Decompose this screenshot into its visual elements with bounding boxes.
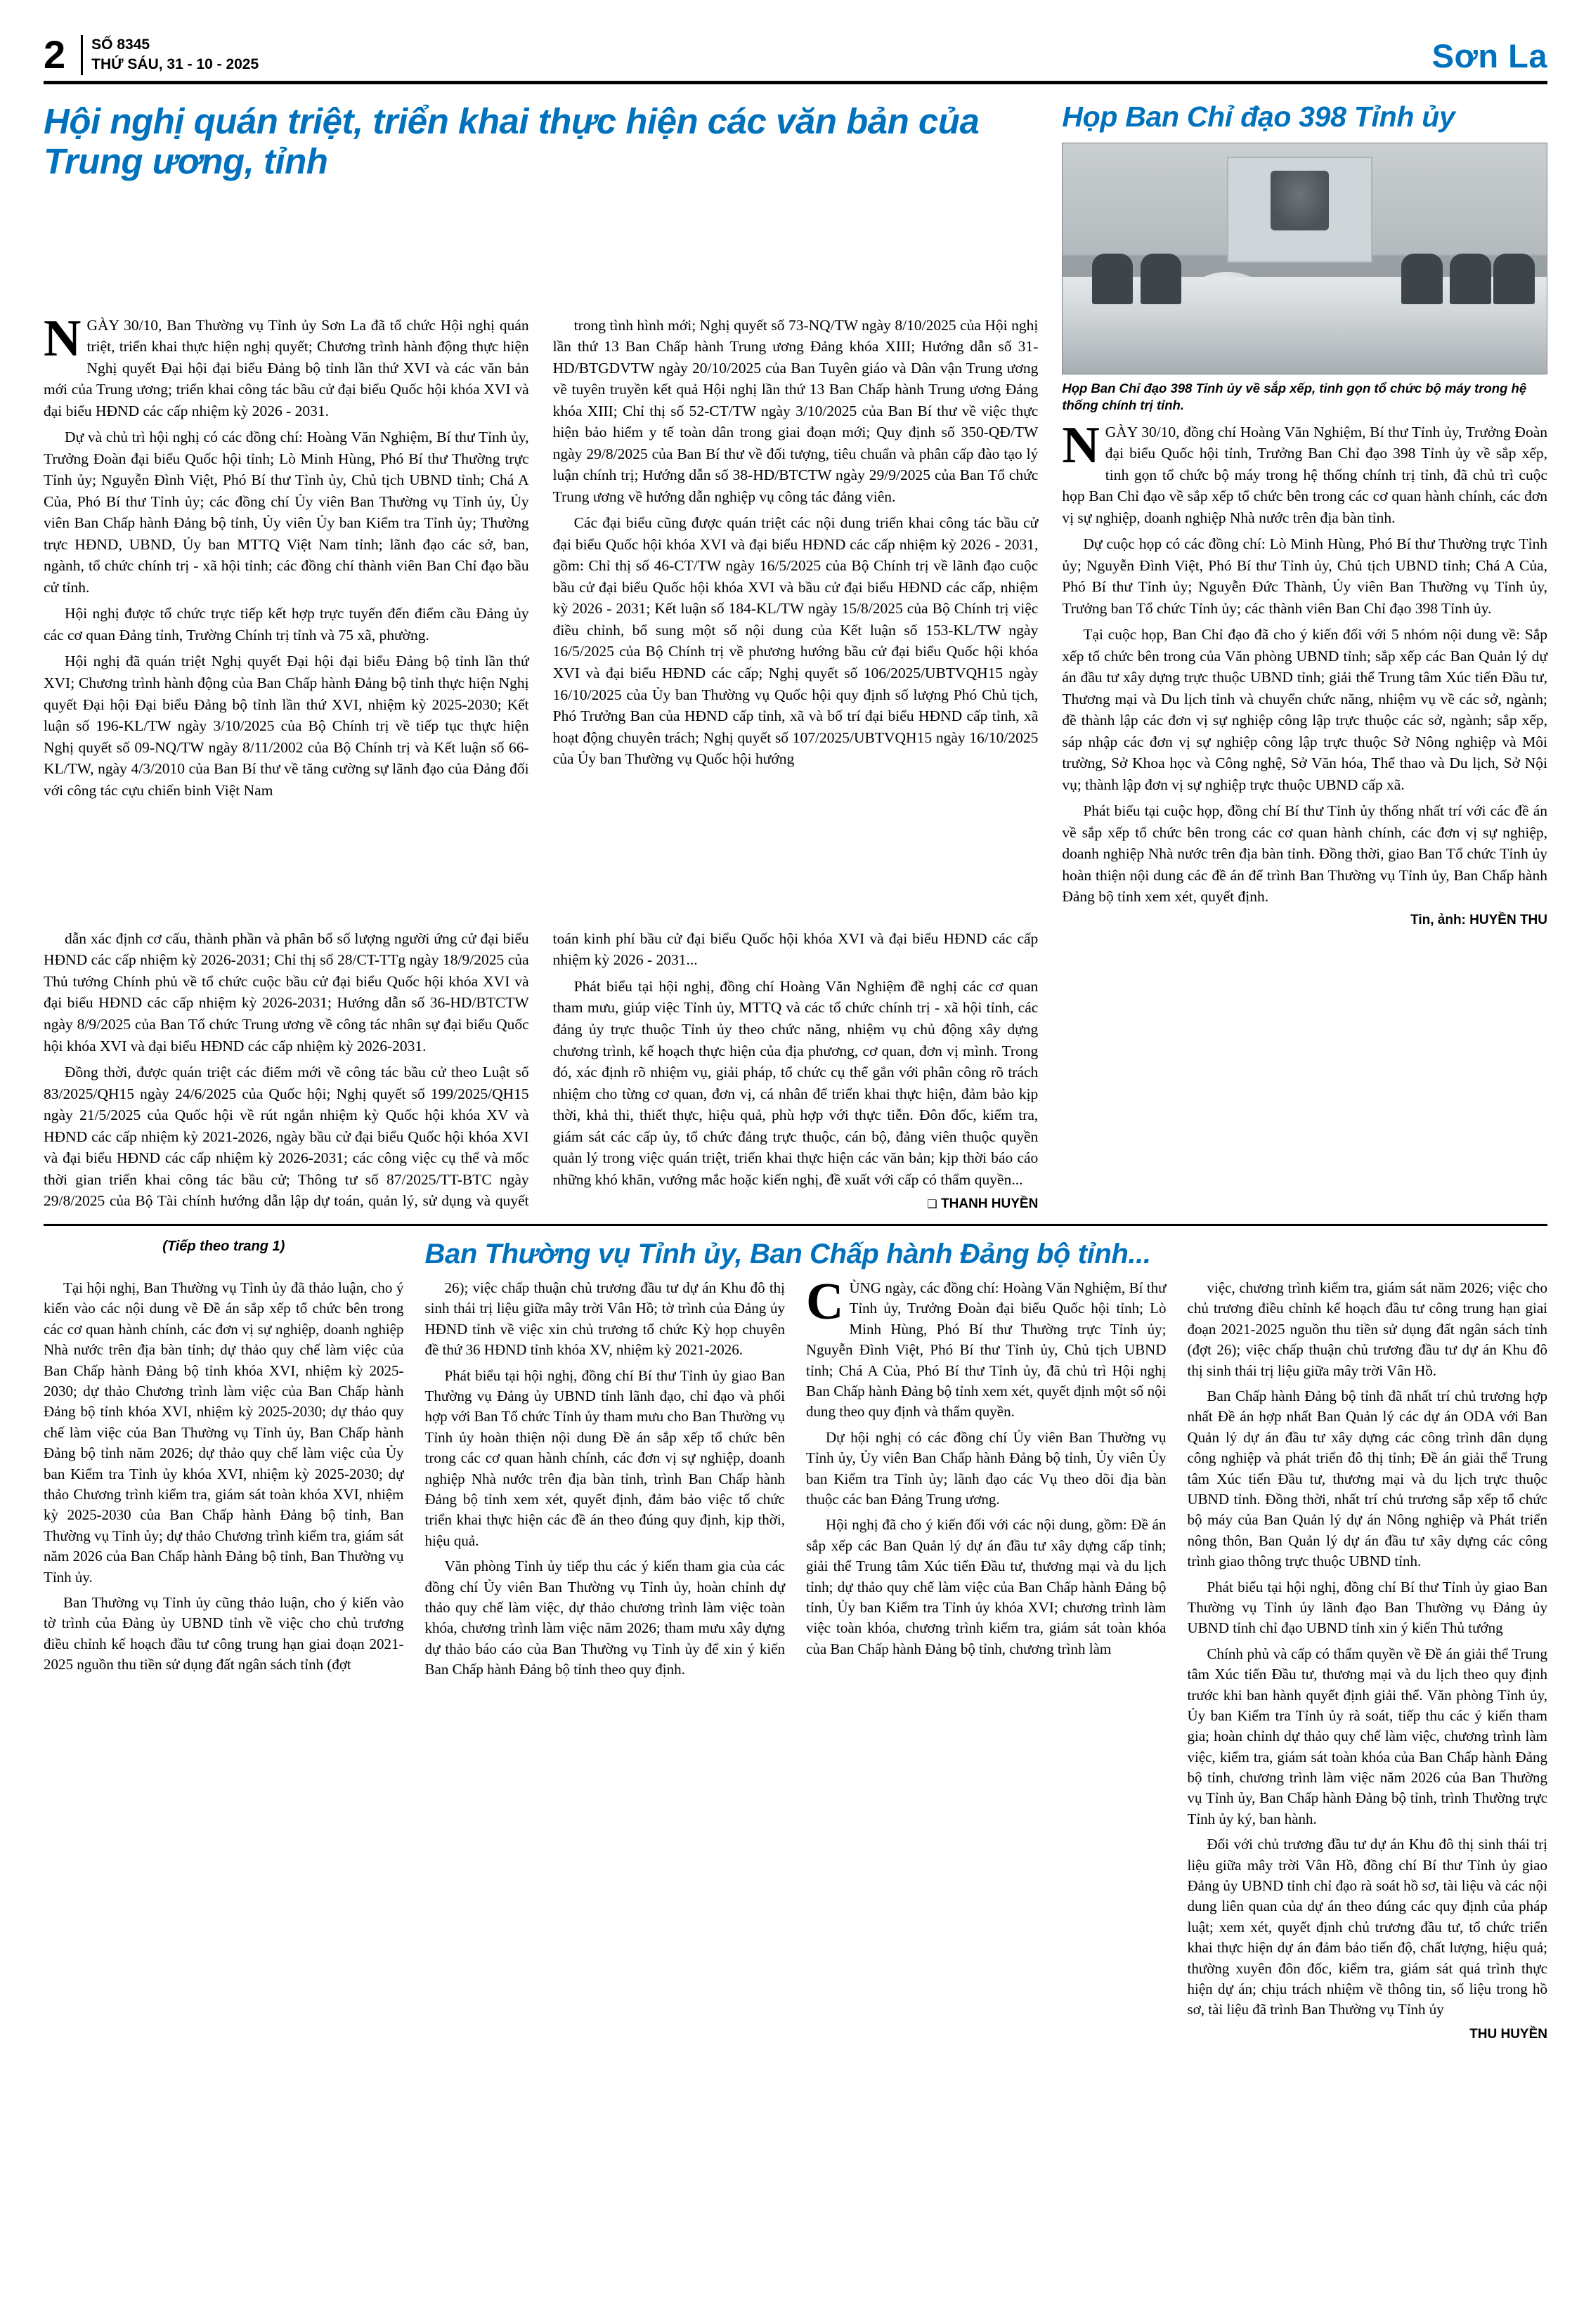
continuation-label-cell xyxy=(44,1239,404,1278)
issue-number: SỐ 8345 xyxy=(91,37,150,53)
photo-caption: Họp Ban Chỉ đạo 398 Tỉnh ủy về sắp xếp, tinh gọn tổ chức bộ máy trong hệ thống chính trị tỉnh. xyxy=(1062,380,1527,413)
paragraph: Phát biểu tại hội nghị, đồng chí Bí thư Tỉnh ủy giao Ban Thường vụ Tỉnh ủy lãnh đạo Ban Thường vụ Đảng ủy UBND tỉnh chỉ đạo UBND tỉnh xin ý kiến Thủ tướng xyxy=(1187,1578,1547,1637)
page-number: 2 xyxy=(44,32,66,77)
paragraph: 26); việc chấp thuận chủ trương đầu tư dự án Khu đô thị sinh thái trị liệu giữa mây trời Vân Hồ; tờ trình của Đảng ủy HĐND tỉnh về việc xin chủ trương tổ chức Kỳ họp chuyên đề thứ 36 HĐND tỉnh khóa XV, nhiệm kỳ 2021-2026. xyxy=(424,1279,785,1359)
paragraph: việc, chương trình kiểm tra, giám sát năm 2026; việc cho chủ trương điều chỉnh kế hoạch đầu tư công trung hạn giai đoạn 2021-2025 nguồn thu tiền sử dụng đất ngân sách tỉnh (đợt 26); việc chấp thuận chủ trương đầu tư dự án Khu đô thị sinh thái trị liệu giữa mây trời Vân Hồ. xyxy=(1187,1279,1547,1379)
paragraph: Chính phủ và cấp có thẩm quyền về Đề án giải thể Trung tâm Xúc tiến Đầu tư, thương mại và du lịch theo quy định trước khi ban hành quyết định giải thể. Văn phòng Tỉnh ủy, Ủy ban Kiểm tra Tỉnh ủy rà soát, tiếp thu các ý kiến tham gia; hoàn chỉnh dự thảo quy chế làm việc, chương trình làm việc, kiểm tra, giám sát toàn khóa của Ban Chấp hành Đảng bộ tỉnh, chương trình làm việc năm 2026 của Ban Thường vụ Tỉnh ủy, Ban Chấp hành Đảng bộ tỉnh, trình Thường trực Tỉnh ủy ký, ban hành. xyxy=(1187,1645,1547,1827)
bottom-headline: Ban Thường vụ Tỉnh ủy, Ban Chấp hành Đảng bộ tỉnh... xyxy=(424,1239,1151,1270)
paragraph: Ban Chấp hành Đảng bộ tỉnh đã nhất trí chủ trương hợp nhất Đề án hợp nhất Ban Quản lý các dự án ODA với Ban Quản lý dự án đầu tư xây dựng các công trình dân dụng công nghiệp và phát triển đô thị tỉnh; Đề án giải thể Trung tâm Xúc tiến Đầu tư, thương mại và du lịch trực thuộc UBND tỉnh. Đồng thời, nhất trí chủ trương sắp xếp tổ chức bộ máy của Ban Quản lý dự án Nông nghiệp và Phát triển nông thôn, Ban Quản lý dự án đầu tư xây dựng các công trình giao thông trực thuộc UBND tỉnh. xyxy=(1187,1388,1547,1570)
paragraph: CÙNG ngày, các đồng chí: Hoàng Văn Nghiệm, Bí thư Tỉnh ủy, Trưởng Đoàn đại biểu Quốc hội tỉnh; Lò Minh Hùng, Phó Bí thư Thường trực Tỉnh ủy; Nguyễn Đình Việt, Phó Bí thư Tỉnh ủy, Chủ tịch UBND tỉnh; Chá A Của, Phó Bí thư Tỉnh ủy, đã chủ trì Hội nghị Ban Chấp hành Đảng bộ tỉnh xem xét, quyết định một số nội dung theo quy định và thẩm quyền. xyxy=(806,1273,1167,1421)
paragraph: Dự hội nghị có các đồng chí Ủy viên Ban Thường vụ Tỉnh ủy, Ủy viên Ban Chấp hành Đảng bộ tỉnh, Ủy viên Ủy ban Kiểm tra Tỉnh ủy; lãnh đạo các Vụ theo dõi địa bàn thuộc các ban Đảng Trung ương. xyxy=(806,1428,1167,1508)
bottom-byline: THU HUYỀN xyxy=(1469,2026,1547,2042)
paragraph: trong tình hình mới; Nghị quyết số 73-NQ/TW ngày 8/10/2025 của Hội nghị lần thứ 13 Ban Chấp hành Trung ương Đảng khóa XIII; Hướng dẫn số 31-HD/BTGDVTW ngày 20/10/2025 của Ban Tuyên giáo và Dân vận Trung ương về tuyên truyền kết quả Hội nghị lần thứ 13 Ban Chấp hành Trung ương Đảng khóa XIII; Chỉ thị số 52-CT/TW ngày 3/10/2025 của Ban Bí thư về việc thực hiện bảo hiểm y tế toàn dân trong giai đoạn mới; Quy định số 350-QĐ/TW ngày 29/8/2025 của Ban Bí thư về đối tượng, tiêu chuẩn và phân cấp đào tạo lý luận chính trị; Hướng dẫn số 38-HD/BTCTW ngày 29/9/2025 của Ban Tổ chức Trung ương về hướng dẫn nghiệp vụ công tác đảng viên. xyxy=(552,316,1039,505)
paragraph: Tại cuộc họp, Ban Chỉ đạo đã cho ý kiến đối với 5 nhóm nội dung về: Sắp xếp tổ chức bên trong của Văn phòng UBND tỉnh; sắp xếp các Ban Quản lý dự án đầu tư xây dựng trực thuộc UBND tỉnh; giải thể Trung tâm Xúc tiến Đầu tư, Thương mại và Du lịch tỉnh và chuyển chức năng, nhiệm vụ về các sở, ngành; đề thành lập các đơn vị sự nghiệp công lập trực thuộc các sở, ngành; sắp xếp, sáp nhập các đơn vị sự nghiệp công lập trực thuộc Sở Nông nghiệp và Môi trường, Sở Khoa học và Công nghệ, Sở Văn hóa, Thể thao và Du lịch, Sở Nội vụ; thành lập đơn vị sự nghiệp trực thuộc UBND cấp xã. xyxy=(1062,626,1547,793)
bottom-column-1 xyxy=(44,1278,404,2044)
paragraph: Phát biểu tại hội nghị, đồng chí Hoàng Văn Nghiệm đề nghị các cơ quan tham mưu, giúp việc Tỉnh ủy, MTTQ và các tổ chức chính trị - xã hội tỉnh, các đảng ủy trực thuộc Tỉnh ủy theo chức năng, nhiệm vụ chủ động xây dựng chương trình, kế hoạch thực hiện của địa phương, cơ quan, đơn vị mình. Trong đó, xác định rõ nhiệm vụ, giải pháp, tổ chức cụ thể gắn với phân công rõ trách nhiệm cho từng cơ quan, đơn vị, cá nhân để triển khai thực hiện, đảm bảo kịp thời, khả thi, thiết thực, hiệu quả, phù hợp với thực tiễn. Đôn đốc, kiểm tra, giám sát các cấp ủy, tổ chức đảng trực thuộc, cán bộ, đảng viên thuộc quyền quản lý trong việc quán triệt, triển khai thực hiện các văn bản; kịp thời báo cáo những khó khăn, vướng mắc hoặc kiến nghị, đề xuất với cấp có thẩm quyền... xyxy=(552,977,1039,1188)
bottom-column-2 xyxy=(425,1278,786,2044)
issue-info xyxy=(81,35,259,75)
paragraph: Ban Thường vụ Tỉnh ủy cũng thảo luận, cho ý kiến vào tờ trình của Đảng ủy UBND tỉnh về việc cho chủ trương điều chỉnh kế hoạch đầu tư công trung hạn giai đoạn 2021-2025 nguồn thu tiền sử dụng đất ngân sách tỉnh (đợt xyxy=(44,1593,404,1673)
bottom-column-3 xyxy=(806,1273,1167,2044)
paragraph: Tại hội nghị, Ban Thường vụ Tỉnh ủy đã thảo luận, cho ý kiến vào các nội dung về Đề án sắp xếp tổ chức bên trong các cơ quan hành chính, các đơn vị sự nghiệp, doanh nghiệp Nhà nước trên địa bàn tỉnh; dự thảo quy chế làm việc của Ban Chấp hành Đảng bộ tỉnh khóa XVI, nhiệm kỳ 2025-2030; dự thảo Chương trình làm việc của Ban Chấp hành Đảng bộ tỉnh khóa XVI, nhiệm kỳ 2025-2030; dự thảo quy chế làm việc của Ban Thường vụ Tỉnh ủy, Ban Chấp hành Đảng bộ tỉnh năm 2026; dự thảo quy chế làm việc của Ủy ban Kiểm tra Tỉnh ủy khóa XVI, nhiệm kỳ 2025-2030; dự thảo Chương trình kiểm tra, giám sát toàn khóa XVI, nhiệm kỳ 2025-2030 của Ban Chấp hành Đảng bộ tỉnh, Ban Thường vụ Tỉnh ủy; dự thảo Chương trình kiểm tra, giám sát năm 2026 của Ban Chấp hành Đảng bộ tỉnh, Ban Thường vụ Tỉnh ủy. xyxy=(44,1279,404,1586)
paragraph: Hội nghị đã quán triệt Nghị quyết Đại hội đại biểu Đảng bộ tỉnh lần thứ XVI; Chương trình hành động của Ban Chấp hành Đảng bộ tỉnh thực hiện Nghị quyết Đại hội Đại biểu Đảng bộ tỉnh lần thứ XVI, nhiệm kỳ 2025-2030; Kết luận số 196-KL/TW ngày 3/10/2025 của Bộ Chính trị về tiếp tục thực hiện Nghị quyết số 09-NQ/TW ngày 8/11/2002 của Bộ Chính trị và Kết luận số 66-KL/TW, ngày 4/3/2010 của Ban Bí thư về tăng cường sự lãnh đạo của Đảng đối với công tác cựu chiến binh Việt Nam xyxy=(44,653,529,799)
paper-name: Sơn La xyxy=(1431,37,1547,74)
paragraph: NGÀY 30/10, đồng chí Hoàng Văn Nghiệm, Bí thư Tỉnh ủy, Trưởng Đoàn đại biểu Quốc hội tỉnh, Trưởng Ban Chỉ đạo 398 Tỉnh ủy về sắp xếp, tinh gọn tổ chức bộ máy trong hệ thống chính trị tỉnh, đã chủ trì cuộc họp Ban Chỉ đạo về sắp xếp tổ chức bên trong các cơ quan hành chính, các đơn vị sự nghiệp, doanh nghiệp Nhà nước trên địa bàn tỉnh. xyxy=(1062,416,1547,526)
paragraph: Hội nghị đã cho ý kiến đối với các nội dung, gồm: Đề án sắp xếp các Ban Quản lý dự án đầu tư xây dựng cấp tỉnh; giải thể Trung tâm Xúc tiến Đầu tư, thương mại và du lịch tỉnh; dự thảo quy chế làm việc của Ban Chấp hành Đảng bộ tỉnh, Ủy ban Kiểm tra Tỉnh ủy khóa XVI; chương trình làm việc toàn khóa, chương trình kiểm tra, giám sát toàn khóa của Ban Chấp hành Đảng bộ tỉnh, chương trình làm xyxy=(806,1516,1167,1657)
paragraph: dẫn xác định cơ cấu, thành phần và phân bổ số lượng người ứng cử đại biểu HĐND các cấp nhiệm kỳ 2026-2031; Chỉ thị số 28/CT-TTg ngày 18/9/2025 của Thủ tướng Chính phủ về tổ chức cuộc bầu cử đại biểu Quốc hội khóa XVI và đại biểu HĐND các cấp nhiệm kỳ 2026-2031; Hướng dẫn số 36-HD/BTCTW ngày 8/9/2025 của Ban Tổ chức Trung ương về công tác nhân sự đại biểu Quốc hội khóa XVI và đại biểu HĐND các cấp nhiệm kỳ 2026-2031. xyxy=(44,929,529,1055)
right-headline: Họp Ban Chỉ đạo 398 Tỉnh ủy xyxy=(1062,100,1455,133)
paragraph: NGÀY 30/10, Ban Thường vụ Tỉnh ủy Sơn La đã tổ chức Hội nghị quán triệt, triển khai thực hiện nghị quyết; Chương trình hành động thực hiện Nghị quyết Đại hội đại biểu Đảng bộ tỉnh lần thứ XVI và các văn bản mới của Trung ương; triển khai công tác bầu cử đại biểu Quốc hội khóa XVI và đại biểu HĐND các cấp nhiệm kỳ 2026 - 2031. xyxy=(44,309,529,419)
paragraph: Các đại biểu cũng được quán triệt các nội dung triển khai công tác bầu cử đại biểu Quốc hội khóa XVI và đại biểu HĐND các cấp nhiệm kỳ 2026 - 2031, gồm: Chỉ thị số 46-CT/TW ngày 16/5/2025 của Bộ Chính trị về lãnh đạo cuộc bầu cử đại biểu Quốc hội khóa XVI và bầu cử đại biểu HĐND các cấp, nhiệm kỳ 2026 - 2031; Kết luận số 184-KL/TW ngày 15/8/2025 của Bộ Chính trị việc điều chỉnh, bổ sung một số nội dung của Kết luận số 153-KL/TW ngày 16/5/2025 của Bộ Chính trị về phương hướng bầu cử đại biểu Quốc hội khóa XVI và đại biểu HĐND các cấp; Nghị quyết số 106/2025/UBTVQH15 ngày 16/10/2025 của Ủy ban Thường vụ Quốc hội quy định số lượng Phó Chủ tịch, Phó Trưởng Ban của HĐND cấp tỉnh, xã và bố trí đại biểu HĐND cấp tỉnh, xã hoạt động chuyên trách; Nghị quyết số 107/2025/UBTVQH15 ngày 16/10/2025 của Ủy ban Thường vụ Quốc hội hướng xyxy=(552,514,1039,768)
issue-date: THỨ SÁU, 31 - 10 - 2025 xyxy=(91,56,259,73)
paragraph: Phát biểu tại cuộc họp, đồng chí Bí thư Tỉnh ủy thống nhất trí với các đề án về sắp xếp tổ chức bên trong các cơ quan hành chính, các đơn vị sự nghiệp, doanh nghiệp Nhà nước trên địa bàn tỉnh. Đồng thời, giao Ban Tổ chức Tỉnh ủy hoàn thiện nội dung các đề án để trình Ban Thường vụ Tỉnh ủy, Ban Chấp hành Đảng bộ tỉnh xem xét, quyết định. xyxy=(1062,802,1547,906)
main-headline: Hội nghị quán triệt, triển khai thực hiện các văn bản của Trung ương, tỉnh xyxy=(44,100,980,181)
paragraph: Đối với chủ trương đầu tư dự án Khu đô thị sinh thái trị liệu giữa mây trời Vân Hồ, đồng chí Bí thư Tỉnh ủy giao Đảng ủy UBND tỉnh chỉ đạo rà soát hồ sơ, tài liệu và các nội dung liên quan của dự án theo đúng các quy định của pháp luật; xem xét, quyết định chủ trương đầu tư, tổ chức triển khai thực hiện dự án đảm bảo tiến độ, chất lượng, hiệu quả; thường xuyên đôn đốc, kiểm tra, giám sát quá trình thực hiện dự án; chịu trách nhiệm về thông tin, số liệu trong hồ sơ, tài liệu đã trình Ban Thường vụ Tỉnh ủy xyxy=(1187,1836,1547,2018)
top-article-block xyxy=(44,84,1547,928)
continuation-label: (Tiếp theo trang 1) xyxy=(162,1239,285,1255)
right-article xyxy=(1062,101,1547,928)
paragraph: Phát biểu tại hội nghị, đồng chí Bí thư Tỉnh ủy giao Ban Thường vụ Đảng ủy UBND tỉnh lãnh đạo, chỉ đạo và phối hợp với Ban Tổ chức Tỉnh ủy tham mưu cho Ban Thường vụ Tỉnh ủy hoàn thiện nội dung Đề án sắp xếp tổ chức bên trong các cơ quan hành chính, các đơn vị sự nghiệp, doanh nghiệp Nhà nước trên địa bàn tỉnh, trình Ban Chấp hành Đảng bộ tỉnh xem xét, quyết định, đảm bảo việc tổ chức triển khai thực hiện các đề án theo đúng quy định, kịp thời, hiệu quả. xyxy=(424,1366,785,1549)
right-article-body xyxy=(1062,416,1547,908)
paragraph: Đồng thời, được quán triệt các điểm mới về công tác bầu cử theo Luật số 83/2025/QH15 ngày 24/6/2025 của Quốc hội; Nghị quyết số 199/2025/QH15 ngày 21/5/2025 của Quốc hội về rút ngắn nhiệm kỳ Quốc hội khóa XV và HĐND các cấp nhiệm kỳ 2021-2026, ngày bầu cử đại biểu Quốc hội khóa XVI và đại biểu HĐND các cấp nhiệm kỳ 2026-2031; các công việc cụ thể và mốc thời gian triển khai công tác bầu cử; Thông tư số 87/2025/TT-BTC ngày 29/8/2025 của Bộ Tài chính hướng dẫn lập dự toán, quản lý, sử dụng và quyết toán kinh phí bầu cử đại biểu Quốc hội khóa XVI và đại biểu HĐND các cấp nhiệm kỳ 2026 - 2031... xyxy=(44,929,1039,1210)
masthead xyxy=(44,32,1547,84)
top-article-block-cont xyxy=(44,928,1547,1214)
main-column-3 xyxy=(44,928,1038,1214)
paragraph: Dự cuộc họp có các đồng chí: Lò Minh Hùng, Phó Bí thư Thường trực Tỉnh ủy; Nguyễn Đình Việt, Phó Bí thư Tỉnh ủy, Chủ tịch UBND tỉnh; Chá A Của, Phó Bí thư Tỉnh ủy; Nguyễn Đức Thành, Ủy viên Ban Thường vụ Tỉnh ủy, Trưởng ban Tổ chức Tỉnh ủy; các thành viên Ban Chỉ đạo 398 Tỉnh ủy. xyxy=(1062,535,1547,617)
main-column-2 xyxy=(553,315,1039,928)
right-byline: Tin, ảnh: HUYỀN THU xyxy=(1410,912,1547,927)
paragraph: Dự và chủ trì hội nghị có các đồng chí: Hoàng Văn Nghiệm, Bí thư Tỉnh ủy, Trưởng Đoàn đại biểu Quốc hội tỉnh; Lò Minh Hùng, Phó Bí thư Thường trực Tỉnh ủy; Nguyễn Đình Việt, Phó Bí thư Tỉnh ủy, Chủ tịch UBND tỉnh; Chá A Của, Phó Bí thư Tỉnh ủy; các đồng chí Ủy viên Ban Thường vụ Tỉnh ủy, Ủy viên Ban Chấp hành Đảng bộ tỉnh, Ủy viên Ủy ban Kiểm tra Tỉnh ủy; Thường trực HĐND, UBND, Ủy ban MTTQ Việt Nam tỉnh; lãnh đạo các sở, ban, ngành, tổ chức chính trị - xã hội tỉnh; các đồng chí thành viên Ban Chỉ đạo bầu cử tỉnh. xyxy=(44,429,529,596)
paragraph: Văn phòng Tỉnh ủy tiếp thu các ý kiến tham gia của các đồng chí Ủy viên Ban Thường vụ Tỉnh ủy, hoàn chỉnh dự thảo quy chế làm việc, dự thảo chương trình làm việc toàn khóa, chương trình làm việc năm 2026; tham mưu xây dựng dự thảo báo cáo của Ban Thường vụ Tỉnh ủy để xin ý kiến Ban Chấp hành Đảng bộ tỉnh theo quy định. xyxy=(424,1558,785,1678)
masthead-left xyxy=(44,32,259,77)
meeting-photo xyxy=(1062,143,1547,374)
bottom-column-4 xyxy=(1188,1278,1548,2044)
paragraph: Hội nghị được tổ chức trực tiếp kết hợp trực tuyến đến điểm cầu Đảng ủy các cơ quan Đảng tỉnh, Trường Chính trị tỉnh và 75 xã, phường. xyxy=(44,605,529,644)
main-column-1 xyxy=(44,309,529,928)
bottom-article-block xyxy=(44,1226,1547,2044)
main-byline: ❑ THANH HUYỀN xyxy=(927,1196,1039,1212)
